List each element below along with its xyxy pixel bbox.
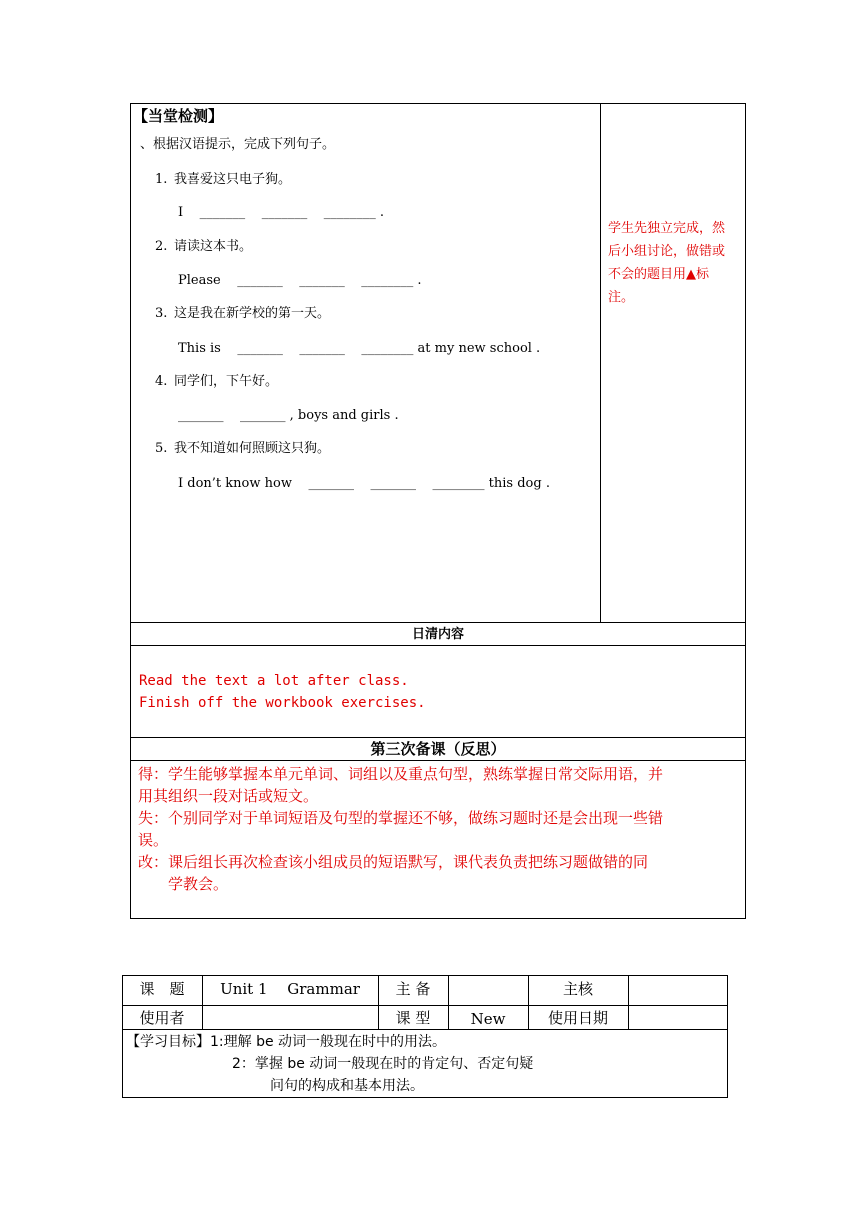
reflection-line-4: 误。 <box>138 831 169 849</box>
question-2-blank-line[interactable]: Please _______ _______ ________ . <box>178 273 422 288</box>
use-date-label: 使用日期 <box>547 1009 608 1027</box>
question-4-chinese: 同学们，下午好。 <box>174 374 279 389</box>
reflection-line-3: 失：个别同学对于单词短语及句型的掌握还不够，做练习题时还是会出现一些错 <box>138 809 664 827</box>
daily-line-2: Finish off the workbook exercises. <box>139 695 426 711</box>
note-line-4: 注。 <box>608 290 635 305</box>
question-1-blank-line[interactable]: I _______ _______ ________ . <box>178 205 384 220</box>
reflection-line-5: 改：课后组长再次检查该小组成员的短语默写，课代表负责把练习题做错的同 <box>138 853 649 871</box>
check-instruction: 、根据汉语提示，完成下列句子。 <box>140 137 336 152</box>
note-line-1: 学生先独立完成，然 <box>608 221 726 236</box>
reflection-line-2: 用其组织一段对话或短文。 <box>138 787 319 805</box>
reflection-line-6: 学教会。 <box>138 875 229 893</box>
question-1-chinese: 我喜爱这只电子狗。 <box>174 172 292 187</box>
reflection-line-1: 得：学生能够掌握本单元单词、词组以及重点句型，熟练掌握日常交际用语，并 <box>138 765 664 783</box>
question-3-chinese: 这是我在新学校的第一天。 <box>174 306 331 321</box>
question-4-blank-line[interactable]: _______ _______ , boys and girls . <box>178 408 399 423</box>
question-1-number: 1. <box>155 172 168 187</box>
goal-line-3: 问句的构成和基本用法。 <box>270 1078 424 1094</box>
note-line-2: 后小组讨论，做错或 <box>608 244 726 259</box>
lesson-type-value: New <box>470 1010 506 1028</box>
user-label: 使用者 <box>139 1009 185 1027</box>
goal-line-2: 2：掌握 be 动词一般现在时的肯定句、否定句疑 <box>232 1056 534 1072</box>
question-3-number: 3. <box>155 306 168 321</box>
checker-label: 主核 <box>562 980 593 998</box>
topic-value: Unit 1 Grammar <box>220 980 360 998</box>
topic-label: 课 题 <box>139 980 185 998</box>
question-5-blank-line[interactable]: I don’t know how _______ _______ ________ this dog . <box>178 476 550 491</box>
question-5-chinese: 我不知道如何照顾这只狗。 <box>174 441 331 456</box>
question-3-blank-line[interactable]: This is _______ _______ ________ at my new school . <box>178 341 541 356</box>
goal-line-1: 【学习目标】1:理解 be 动词一般现在时中的用法。 <box>126 1034 447 1050</box>
daily-line-1: Read the text a lot after class. <box>139 673 409 689</box>
reflection-header: 第三次备课（反思） <box>370 740 506 758</box>
daily-header: 日清内容 <box>411 627 464 642</box>
lesson-type-label: 课 型 <box>395 1009 431 1027</box>
question-4-number: 4. <box>155 374 168 389</box>
note-line-3: 不会的题目用▲标 <box>608 267 709 282</box>
question-5-number: 5. <box>155 441 168 456</box>
check-title: 【当堂检测】 <box>133 107 224 125</box>
main-preparer-label: 主 备 <box>395 980 431 998</box>
question-2-chinese: 请读这本书。 <box>174 239 253 254</box>
question-2-number: 2. <box>155 239 168 254</box>
